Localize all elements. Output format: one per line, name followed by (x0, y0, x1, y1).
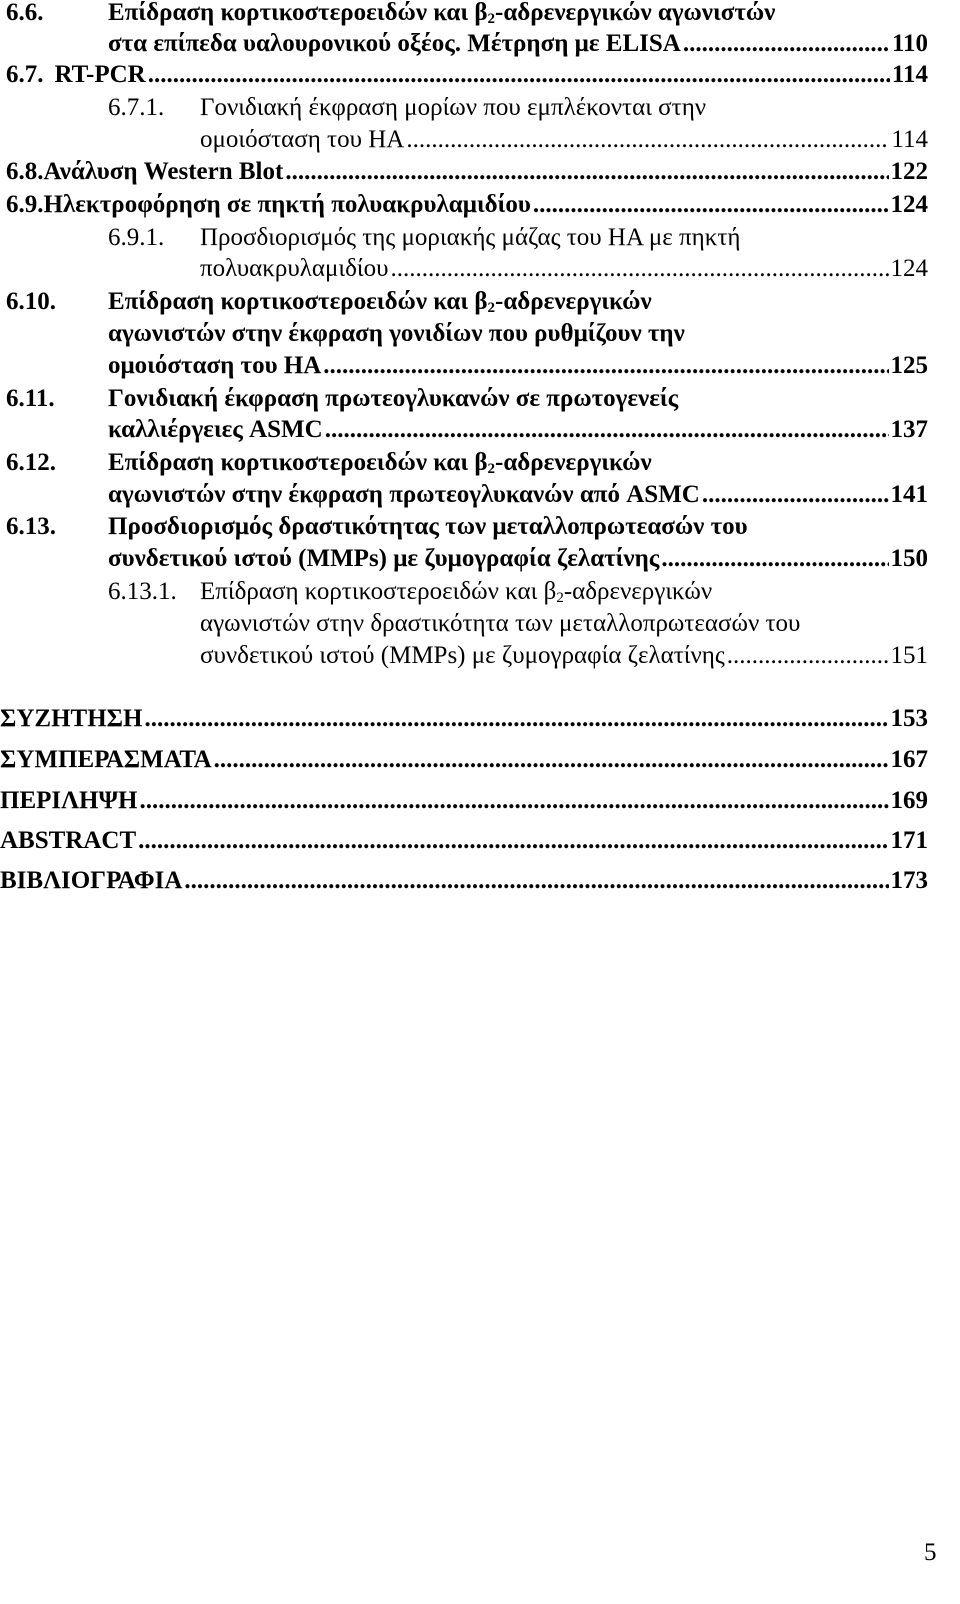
toc-page-number[interactable]: 150 (890, 545, 928, 572)
toc-entry-6-11-line1 (6, 383, 678, 415)
toc-entry-6-13-1-line1 (108, 576, 712, 608)
toc-entry-6-7-1-line2 (200, 124, 928, 156)
toc-number: 6.13. (6, 513, 56, 540)
toc-leader (702, 479, 889, 511)
toc-page-number[interactable]: 137 (890, 416, 928, 443)
toc-number: 6.7.1. (108, 94, 165, 121)
toc-number: 6.6. (6, 0, 44, 26)
toc-leader (325, 414, 889, 446)
toc-title: αγωνιστών στην έκφραση γονιδίων που ρυθμίζουν την (108, 320, 685, 347)
toc-title: αγωνιστών στην δραστικότητα των μεταλλοπρωτεασών του (200, 610, 801, 637)
toc-entry-6-7-1-line1 (108, 92, 706, 124)
toc-chapter-discussion (0, 703, 928, 735)
toc-entry-6-13-line2 (108, 543, 928, 575)
toc-entry-6-9 (6, 189, 928, 221)
toc-title: Προσδιορισμός της μοριακής μάζας του ΗΑ με πηκτή (200, 224, 741, 251)
toc-leader (683, 28, 890, 60)
toc-page-number[interactable]: 122 (890, 158, 928, 185)
toc-title: ABSTRACT (0, 827, 137, 854)
toc-title: Επίδραση κορτικοστεροειδών και $\beta_2$-αδρενεργικών (200, 578, 713, 606)
toc-entry-6-10-line2 (108, 318, 685, 350)
toc-leader (727, 640, 889, 672)
toc-entry-6-12-line1 (6, 447, 652, 479)
toc-number: 6.12. (6, 449, 56, 476)
toc-page-number[interactable]: 167 (890, 746, 928, 773)
toc-title: ΒΙΒΛΙΟΓΡΑΦΙΑ (0, 867, 183, 894)
toc-leader (139, 785, 888, 817)
toc-title: Επίδραση κορτικοστεροειδών και $\beta_2$-αδρενεργικών αγωνιστών (108, 0, 776, 27)
toc-chapter-summary (0, 785, 928, 817)
toc-entry-6-6-line1 (6, 0, 775, 29)
toc-leader (406, 124, 889, 156)
toc-number: 6.9. (6, 191, 44, 218)
toc-title: RT-PCR (54, 61, 146, 88)
toc-leader (661, 543, 888, 575)
toc-leader (323, 350, 888, 382)
toc-page-number[interactable]: 124 (890, 191, 928, 218)
toc-page-number[interactable]: 153 (890, 705, 928, 732)
toc-title: ομοιόσταση του ΗΑ (108, 352, 322, 379)
toc-title: Προσδιορισμός δραστικότητας των μεταλλοπρωτεασών του (108, 513, 748, 540)
toc-chapter-bibliography (0, 865, 928, 897)
toc-page-number[interactable]: 114 (891, 126, 928, 153)
toc-title: ΣΥΜΠΕΡΑΣΜΑΤΑ (0, 746, 212, 773)
toc-title: καλλιέργειες ASMC (108, 416, 323, 443)
toc-leader (285, 156, 888, 188)
toc-entry-6-8 (6, 156, 928, 188)
toc-number: 6.13.1. (108, 578, 177, 605)
toc-title: ΣΥΖΗΤΗΣΗ (0, 705, 143, 732)
toc-title: συνδετικού ιστού (MMPs) με ζυμογραφία ζελατίνης (108, 545, 660, 572)
toc-chapter-abstract (0, 825, 928, 857)
toc-page-number[interactable]: 124 (890, 255, 928, 282)
toc-title: Γονιδιακή έκφραση μορίων που εμπλέκονται στην (200, 94, 707, 121)
toc-title: Γονιδιακή έκφραση πρωτεογλυκανών σε πρωτογενείς (108, 385, 679, 412)
toc-page-number[interactable]: 114 (891, 61, 928, 88)
toc-title: συνδετικού ιστού (MMPs) με ζυμογραφία ζελατίνης (200, 642, 725, 669)
toc-entry-6-10-line3 (108, 350, 928, 382)
toc-page-number[interactable]: 151 (890, 642, 928, 669)
toc-leader (390, 253, 888, 285)
toc-leader (144, 703, 888, 735)
toc-page-number[interactable]: 110 (891, 30, 928, 57)
toc-number: 6.8. (6, 158, 44, 185)
toc-leader (214, 744, 889, 776)
toc-entry-6-10-line1 (6, 286, 652, 318)
toc-entry-6-9-1-line2 (200, 253, 928, 285)
toc-title: Ηλεκτροφόρηση σε πηκτή πολυακρυλαμιδίου (43, 191, 531, 218)
toc-page-number[interactable]: 173 (890, 867, 928, 894)
toc-title: στα επίπεδα υαλουρονικού οξέος. Μέτρηση με ELISA (108, 30, 681, 57)
toc-entry-6-13-line1 (6, 511, 748, 543)
toc-entry-6-6-line2 (108, 28, 928, 60)
toc-entry-6-13-1-line3 (200, 640, 928, 672)
toc-chapter-conclusions (0, 744, 928, 776)
toc-entry-6-7 (6, 59, 928, 91)
toc-title: Ανάλυση Western Blot (43, 158, 284, 185)
toc-entry-6-11-line2 (108, 414, 928, 446)
toc-number: 6.11. (6, 385, 55, 412)
toc-entry-6-9-1-line1 (108, 222, 740, 254)
toc-page-number[interactable]: 125 (890, 352, 928, 379)
toc-leader (533, 189, 889, 221)
toc-number: 6.9.1. (108, 224, 165, 251)
toc-leader (148, 59, 890, 91)
toc-title: αγωνιστών στην έκφραση πρωτεογλυκανών από ASMC (108, 481, 700, 508)
page-number: 5 (924, 1539, 937, 1566)
toc-page-number[interactable]: 169 (890, 787, 928, 814)
toc-leader (138, 825, 888, 857)
toc-title: πολυακρυλαμιδίου (200, 255, 389, 282)
toc-page-number[interactable]: 141 (890, 481, 928, 508)
toc-title: Επίδραση κορτικοστεροειδών και $\beta_2$-αδρενεργικών (108, 288, 652, 316)
toc-title: ΠΕΡΙΛΗΨΗ (0, 787, 138, 814)
toc-title: Επίδραση κορτικοστεροειδών και $\beta_2$-αδρενεργικών (108, 449, 652, 477)
toc-leader (184, 865, 888, 897)
toc-number: 6.7. (6, 61, 44, 88)
toc-title: ομοιόσταση του ΗΑ (200, 126, 405, 153)
toc-entry-6-13-1-line2 (200, 608, 800, 640)
toc-number: 6.10. (6, 288, 56, 315)
toc-entry-6-12-line2 (108, 479, 928, 511)
toc-page-number[interactable]: 171 (890, 827, 928, 854)
